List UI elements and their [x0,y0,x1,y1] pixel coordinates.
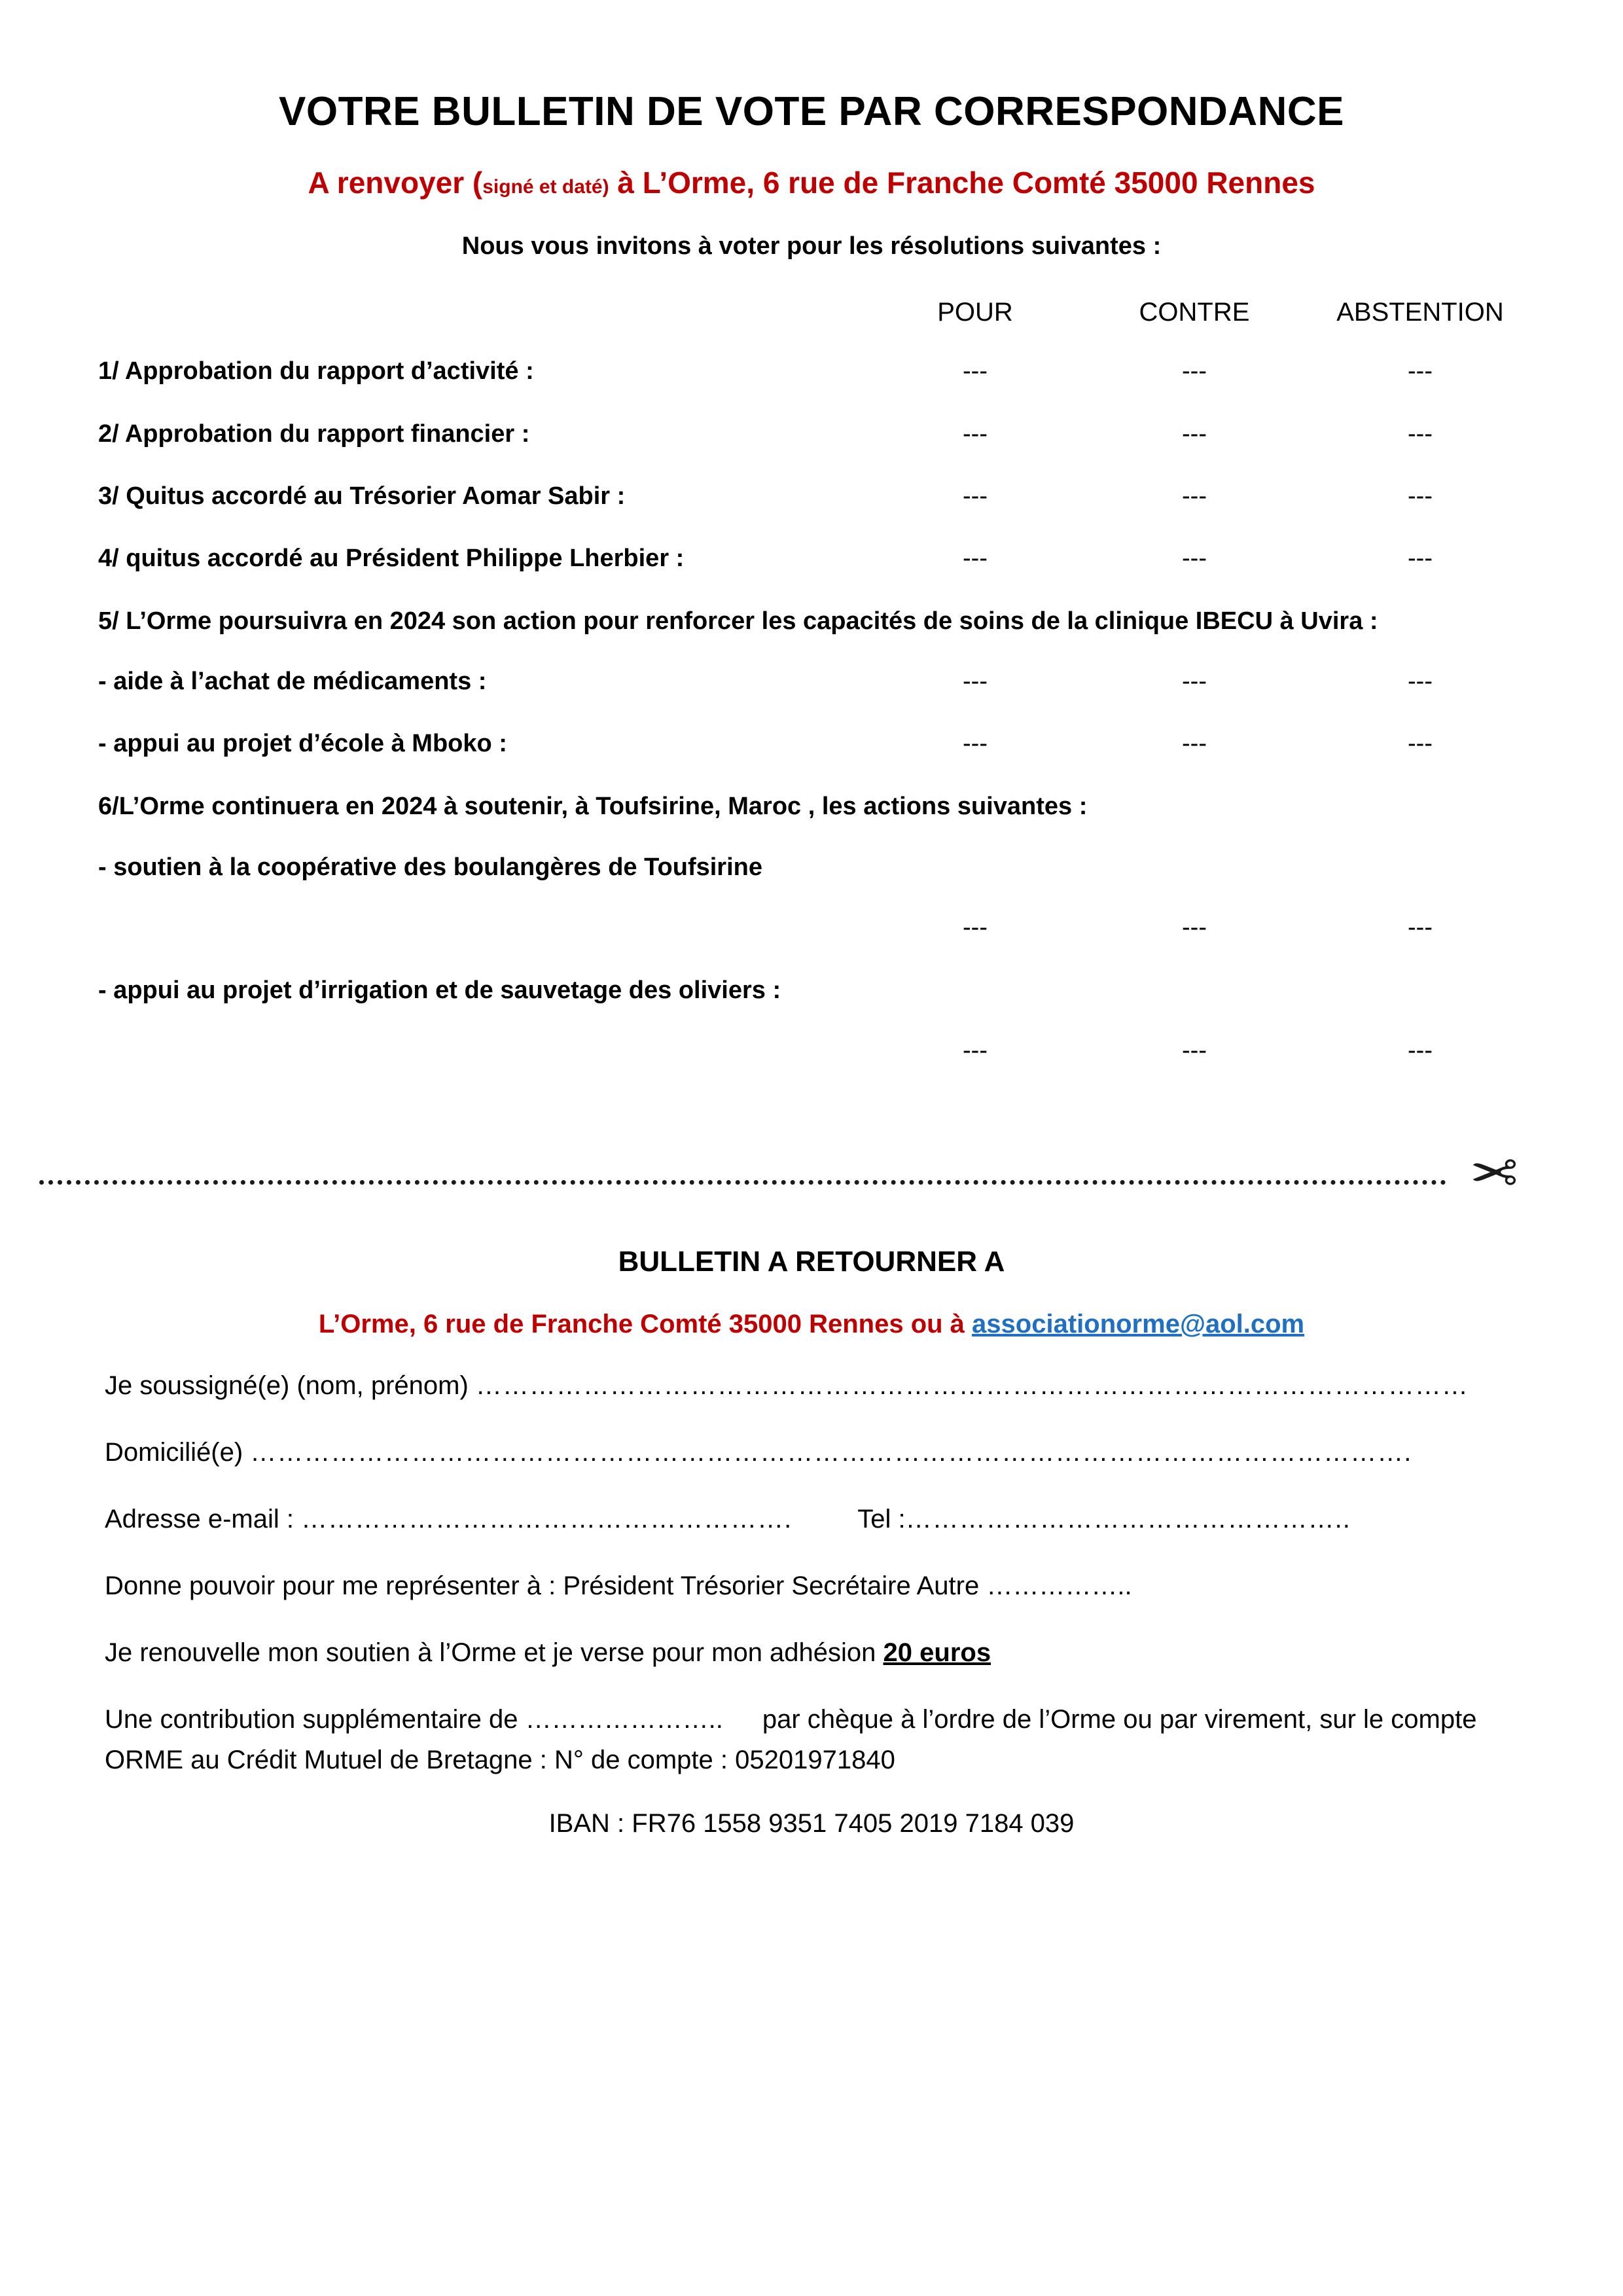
return-instruction [98,165,1525,201]
vote-mark-abstention-3[interactable]: --- [1408,482,1433,510]
return-prefix: A renvoyer ( [308,166,483,200]
table-row [98,1033,1525,1069]
vote-mark-abstention-5b[interactable]: --- [1408,729,1433,757]
table-row [98,541,1525,577]
resolution-label-5b: - appui au projet d’école à Mboko : [98,729,507,757]
vote-mark-abstention-6b[interactable]: --- [1408,1037,1433,1065]
slip-address [98,1310,1525,1339]
vote-table-header [98,293,1525,331]
vote-mark-contre-1[interactable]: --- [1182,357,1207,386]
vote-table [98,293,1525,1069]
vote-mark-pour-2[interactable]: --- [963,420,988,448]
vote-mark-abstention-5a[interactable]: --- [1408,667,1433,695]
vote-mark-pour-6a[interactable]: --- [963,914,988,942]
resolution-item-6b: - appui au projet d’irrigation et de sauvetage des oliviers : [98,977,781,1005]
invitation-text: Nous vous invitons à voter pour les résolutions suivantes : [461,232,1162,260]
table-row [98,664,1525,700]
vote-mark-abstention-4[interactable]: --- [1408,544,1433,572]
row-spacer [98,910,864,946]
vote-mark-pour-4[interactable]: --- [963,544,988,572]
resolution-paragraph-6: 6/L’Orme continuera en 2024 à soutenir, à Toufsirine, Maroc , les actions suivantes : [98,793,1088,821]
vote-mark-abstention-6a[interactable]: --- [1408,914,1433,942]
resolution-item-6a: - soutien à la coopérative des boulangères de Toufsirine [98,853,762,882]
field-domicile-row [98,1432,1525,1473]
membership-amount: 20 euros [883,1638,991,1668]
column-header-pour: POUR [937,298,1013,327]
vote-mark-contre-3[interactable]: --- [1182,482,1207,510]
email-link[interactable]: associationorme@aol.com [972,1310,1305,1339]
tel-field-label: Tel : [857,1505,906,1534]
return-suffix: à L’Orme, 6 rue de Franche Comté 35000 Rennes [609,166,1315,200]
return-small-note: signé et daté) [482,176,609,198]
field-contribution-row [98,1699,1525,1780]
resolution-paragraph-5: 5/ L’Orme poursuivra en 2024 son action pour renforcer les capacités de soins de la clinique IBECU à Uvira : [98,607,1378,635]
membership-label: Je renouvelle mon soutien à l’Orme et je verse pour mon adhésion [105,1638,883,1668]
tel-field-input[interactable]: ………………………………………….. [905,1505,1351,1534]
slip-address-text: L’Orme, 6 rue de Franche Comté 35000 Rennes ou à [318,1310,972,1339]
domicile-field-label: Domicilié(e) [105,1438,251,1467]
cut-line [98,1141,1525,1219]
vote-mark-pour-6b[interactable]: --- [963,1037,988,1065]
table-row [98,910,1525,946]
vote-mark-abstention-2[interactable]: --- [1408,420,1433,448]
table-row [98,416,1525,452]
field-name-row [98,1365,1525,1406]
vote-mark-pour-5a[interactable]: --- [963,667,988,695]
vote-mark-contre-2[interactable]: --- [1182,420,1207,448]
resolution-label-1: 1/ Approbation du rapport d’activité : [98,357,534,386]
email-field-label: Adresse e-mail : [105,1505,302,1534]
resolution-label-4: 4/ quitus accordé au Président Philippe Lherbier : [98,544,685,572]
resolution-label-3: 3/ Quitus accordé au Trésorier Aomar Sabir : [98,482,626,510]
iban-line: IBAN : FR76 1558 9351 7405 2019 7184 039 [548,1809,1075,1839]
resolution-label-5a: - aide à l’achat de médicaments : [98,667,487,695]
header-spacer [98,293,864,331]
column-header-abstention: ABSTENTION [1336,298,1504,327]
return-slip [98,1246,1525,1839]
resolution-label-2: 2/ Approbation du rapport financier : [98,420,530,448]
table-row [98,726,1525,762]
vote-mark-contre-6a[interactable]: --- [1182,914,1207,942]
vote-mark-pour-1[interactable]: --- [963,357,988,386]
vote-mark-abstention-1[interactable]: --- [1408,357,1433,386]
vote-mark-contre-6b[interactable]: --- [1182,1037,1207,1065]
contribution-label[interactable]: Une contribution supplémentaire de ………………….. [105,1705,723,1734]
vote-mark-contre-4[interactable]: --- [1182,544,1207,572]
vote-mark-pour-5b[interactable]: --- [963,729,988,757]
scissors-icon: ✂ [1470,1141,1518,1206]
table-row [98,353,1525,389]
field-proxy-row[interactable]: Donne pouvoir pour me représenter à : Président Trésorier Secrétaire Autre …………….. [105,1571,1132,1601]
name-field-label: Je soussigné(e) (nom, prénom) [105,1371,476,1401]
page-title: VOTRE BULLETIN DE VOTE PAR CORRESPONDANCE [278,89,1345,134]
table-row [98,478,1525,514]
field-membership-row [98,1632,1525,1673]
contribution-payment-text: par chèque à l’ordre de l’Orme ou par virement, sur le compte ORME au Crédit Mutuel de Bretagne : N° de compte : 05201971840 [105,1705,1477,1775]
vote-mark-contre-5b[interactable]: --- [1182,729,1207,757]
vote-mark-pour-3[interactable]: --- [963,482,988,510]
dotted-divider [39,1180,1446,1185]
slip-title: BULLETIN A RETOURNER A [618,1246,1005,1278]
field-contact-row [98,1499,1525,1539]
row-spacer [98,1033,864,1069]
email-field-input[interactable]: ………………………………………………. [301,1505,793,1534]
vote-mark-contre-5a[interactable]: --- [1182,667,1207,695]
column-header-contre: CONTRE [1139,298,1250,327]
domicile-field-input[interactable]: …………………………………………………………………………………………………………………. [250,1438,1412,1467]
name-field-input[interactable]: ………………………………………………………………………………………………… [475,1371,1469,1401]
